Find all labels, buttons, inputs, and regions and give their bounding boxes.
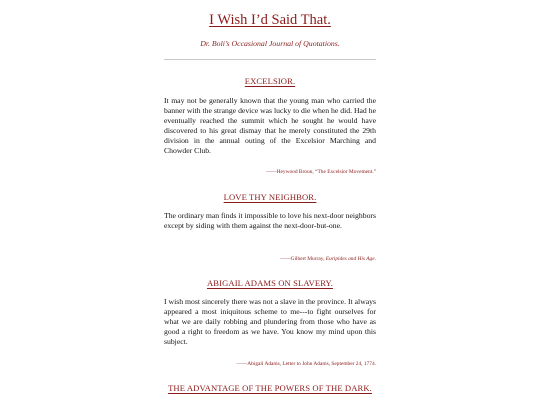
post-title-link-powers-of-the-dark[interactable]: THE ADVANTAGE OF THE POWERS OF THE DARK.	[168, 383, 372, 393]
post-attribution-excelsior	[164, 169, 376, 176]
post-title-link-love-thy-neighbor[interactable]: LOVE THY NEIGHBOR.	[223, 192, 317, 202]
post-title-link-abigail-adams[interactable]: ABIGAIL ADAMS ON SLAVERY.	[206, 278, 333, 288]
attribution-author: ——Gilbert Murray,	[279, 256, 326, 262]
attribution-work: Euripides and His Age.	[325, 256, 376, 262]
site-title-link[interactable]: I Wish I’d Said That.	[209, 12, 331, 28]
site-tagline: Dr. Boli’s Occasional Journal of Quotations.	[200, 39, 340, 48]
post-attribution-love-thy-neighbor	[164, 256, 376, 263]
attribution-author: ——Abigail Adams, Letter to John Adams, September 24, 1774.	[236, 361, 376, 367]
post-attribution-abigail-adams	[164, 361, 376, 368]
post-title-link-excelsior[interactable]: EXCELSIOR.	[244, 76, 296, 86]
post-body-excelsior: It may not be generally known that the young man who carried the banner with the strange device was lucky to die when he did. Had he eventually reached the summit which he sought he would have discovered to his great dismay that he merely constituted the 29th division in the annual outing of the Excelsior Marching and Chowder Club.	[164, 96, 376, 155]
attribution-author: ——Heywood Broun, “The Excelsior Movement.”	[265, 169, 376, 175]
header-divider	[164, 59, 376, 60]
post-body-abigail-adams: I wish most sincerely there was not a slave in the province. It always appeared a most iniquitous scheme to me---to fight ourselves for what we are daily robbing and plundering from those who have as good a right to freedom as we have. You know my mind upon this subject.	[164, 297, 376, 346]
post-body-love-thy-neighbor: The ordinary man finds it impossible to love his next-door neighbors except by siding with them against the next-door-but-one.	[164, 211, 376, 230]
